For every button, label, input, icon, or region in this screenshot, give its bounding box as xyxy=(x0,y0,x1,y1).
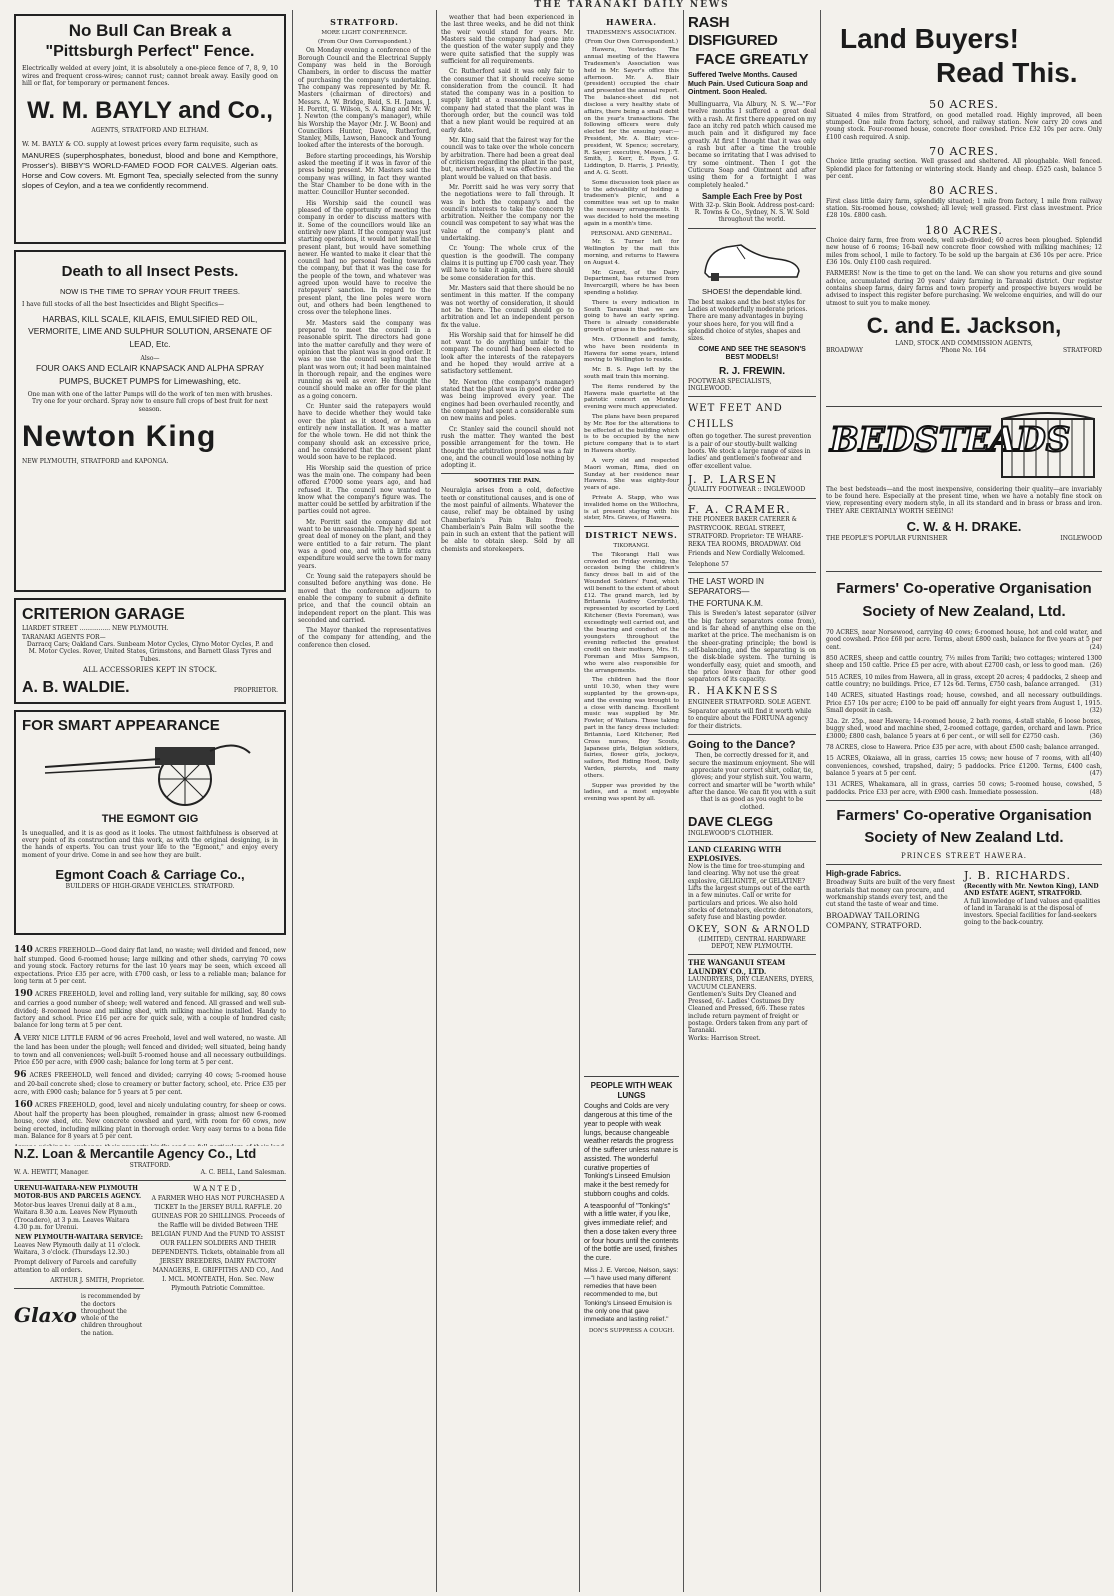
dance-body: Then, be correctly dressed for it, and secure the maximum enjoyment. She will appreciate your correct shirt, collar, tie, gloves; and your stylish suit. You warm, correct and smarter will be "worth while" after the dance. We can fit you with a suit that is as good as you ought to be clothed. xyxy=(688,752,816,811)
garage-proprietor-label: PROPRIETOR. xyxy=(233,686,278,694)
nz-loan-sales: A. C. BELL, Land Salesman. xyxy=(200,1169,286,1177)
rash-offer-sub: With 32-p. Skin Book. Address post-card: R. Towns & Co., Sydney, N. S. W. Sold throughout the world. xyxy=(689,201,815,224)
byline: (From Our Own Correspondent.) xyxy=(584,38,678,45)
bayly-agents: AGENTS, STRATFORD AND ELTHAM. xyxy=(91,127,209,135)
garage-advert xyxy=(14,598,286,704)
fence-headline: No Bull Can Break a xyxy=(68,21,232,40)
richards-sub: (Recently with Mr. Newton King), LAND AND ESTATE AGENT, STRATFORD. xyxy=(964,882,1099,898)
coop-listing: 15 ACRES, Okaiawa, all in grass, carries 15 cows; new house of 7 rooms, with all conveniences, cowshed, trapshed, dairy; 5 paddocks. Price £1200. Terms, £400 cash, balance 5 years at 5 per cent. (47) xyxy=(826,755,1102,777)
newton-king-towns: NEW PLYMOUTH, STRATFORD and KAPONGA. xyxy=(22,457,169,465)
richards-body: A full knowledge of land values and qualities of land in Taranaki is at the disposal of investors. Special facilities for land-seekers going to the back-country. xyxy=(964,897,1101,927)
separator-headline: THE LAST WORD IN SEPARATORS— xyxy=(688,577,764,597)
newton-king: Newton King xyxy=(22,420,217,454)
okey-sub: (LIMITED), CENTRAL HARDWARE DEPOT, NEW PLYMOUTH. xyxy=(698,935,806,950)
shoes-advert xyxy=(688,233,816,393)
laundry-sub: LAUNDRYERS, DRY CLEANERS, DYERS, VACUUM CLEANERS. xyxy=(688,976,814,991)
fabrics-headline: High-grade Fabrics. xyxy=(826,869,902,879)
dance-advert xyxy=(688,739,816,837)
garage-brands: Darracq Cars; Oakland Cars. Sunbeam Motor Cycles, Clyno Motor Cycles, P. and M. Motor Cycles. Rover, United States, Grimstons, and Barnett Glass Tyres and Tubes. xyxy=(26,641,274,663)
fence-description: Electrically welded at every joint, it is absolutely a one-piece fence of 7, 8, 9, 10 wires and frequent cross-wires; cannot rust; cannot break away. Easily good on hill or flat, for temporary or permanent fences. xyxy=(22,65,278,88)
column-5 xyxy=(688,14,816,1590)
clegg-name: DAVE CLEGG xyxy=(688,813,773,829)
land-buyers-advert xyxy=(826,14,1102,402)
gig-caption: THE EGMONT GIG xyxy=(101,813,199,826)
listing-item: 190 ACRES FREEHOLD, level and rolling land, very suitable for milking, say, 80 cows and carries a good number of sheep; well watered and fenced. All grassed and well sub-divided; 8-roomed house and milking shed, with milking machine installed. Handy to factory and school. Price £16 per acre for quick sale, with a couple of hundred cash; balance for long term at 5 per cent. xyxy=(14,989,286,1030)
jackson-address: BROADWAY xyxy=(826,347,863,355)
egmont-coach-company: Egmont Coach & Carriage Co., xyxy=(55,866,245,882)
column-1 xyxy=(14,14,286,1590)
broadway-tailoring: BROADWAY TAILORING COMPANY, STRATFORD. xyxy=(826,911,922,930)
clegg-footer: INGLEWOOD'S CLOTHIER. xyxy=(688,829,774,837)
separator-advert xyxy=(688,577,816,730)
hawera-body: Hawera, Yesterday. The annual meeting of the Hawera Tradesmen's Association was held in Mr. Sayer's office this afternoon. Mr. A. Blair (president) occupied the chair and presented the annual report. The balance-sheet did not disclose a very healthy state of affairs, there being a small debit on the year's transactions. The following officers were duly elected for the ensuing year:—President, Mr. A. Blair; vice-president, W. Spence; secretary, R. Sayer; executive, Messrs. J. T. Smith, J. Kerr, E. Ryan, G. Liddington, D. Harris, J. Priestly, and A. G. Scott. Some discussion took place as to the advisability of holding a tradesmen's picnic, and a committee was set up to make the necessary arrangements. It was decided to hold the meeting again in a month's time. xyxy=(584,47,679,227)
dance-headline: Going to the Dance? xyxy=(688,738,796,751)
cough-testimonial: Miss J. E. Vercoe, Nelson, says:—"I have used many different remedies that have been recommended to me, but Tonking's Linseed Emulsion is the only one that gave immediate and lasting relief." xyxy=(584,1266,679,1324)
coop-listing: 78 ACRES, close to Hawera. Price £35 per acre, with about £500 cash; balance arranged. (40) xyxy=(826,744,1102,759)
gig-headline: FOR SMART APPEARANCE xyxy=(22,717,220,734)
column-rule xyxy=(820,10,821,1592)
rash-headline-2: FACE GREATLY xyxy=(695,50,809,68)
coop-listing: 850 ACRES, sheep and cattle country, 7½ miles from Tariki; two cottages; wintered 1300 sheep and 150 cattle. Price £5 per acre, with about £2700 cash, or less to good man. (26) xyxy=(826,654,1102,670)
motor-service-advert xyxy=(14,1185,144,1337)
wanted-title: WANTED, xyxy=(193,1185,243,1194)
column-2 xyxy=(298,14,431,1590)
headline-more-light: MORE LIGHT CONFERENCE. xyxy=(321,29,408,36)
bedsteads-advert xyxy=(826,411,1102,553)
bedsteads-illustration xyxy=(826,411,1102,483)
garage-address: LIARDET STREET ................ NEW PLYMOUTH. xyxy=(22,624,169,632)
coop-headline: Farmers' Co-operative Organisation Society of New Zealand, Ltd. xyxy=(836,580,1092,620)
cough-headline: PEOPLE WITH WEAK LUNGS xyxy=(590,1080,673,1100)
land-clearing-body: Now is the time for tree-stumping and land clearing. Why not use the great explosive, GELIGNITE, or GELATINE? Lifts the largest stumps out of the earth in a few minutes. Call or write for particulars and prices. We also hold stocks of detonators, electric detonators, safety fuse and blasting powder. xyxy=(688,863,814,922)
rash-headline-1: RASH DISFIGURED xyxy=(688,14,778,50)
laundry-footer: Works: Harrison Street. xyxy=(688,1034,761,1042)
separator-body: This is Sweden's latest separator (silver the big factory separators come from), and is far ahead of anything else on the market at the price. The mechanism is on the sheer-grating principle; the bowl is self-balancing, and the separating is on the disk-blade system. The turning is wonderfully easy, quiet and smooth, and the price lower than for other good separators of its capacity. xyxy=(688,610,816,684)
section-tikorangi: TIKORANGI. xyxy=(613,542,650,549)
land-clearing-advert xyxy=(688,846,816,950)
harkness-sub: ENGINEER STRATFORD. SOLE AGENT. xyxy=(688,698,811,706)
nz-loan-listings xyxy=(14,941,286,1146)
fabrics-body: Broadway Suits are built of the very finest materials that money can procure, and workmanship stands every test, and the cut stand the taste of wear and time. xyxy=(826,879,955,909)
nz-loan-company: N.Z. Loan & Mercantile Agency Co., Ltd xyxy=(14,1146,257,1161)
headline-tradesmen: TRADESMEN'S ASSOCIATION. xyxy=(586,29,677,36)
separator-note: Separator agents will find it worth while to enquire about the FORTUNA agency for their districts. xyxy=(688,707,812,730)
land-listing: 180 ACRES. Choice dairy farm, free from weeds, well sub-divided; 60 acres been ploughed. Splendid new house of 6 rooms; 16-bail new concrete floor cowshed with milking machines; 12 miles from school, 1 mile to factory. To be sold up the bargain at £36 10s per acre. Price £36 10s. Only £100 cash required. xyxy=(826,223,1102,266)
jackson-name: C. and E. Jackson, xyxy=(866,312,1062,338)
column-6 xyxy=(826,14,1102,1590)
fence-headline-2: "Pittsburgh Perfect" Fence. xyxy=(45,42,255,60)
coop-advert xyxy=(826,578,1102,860)
nz-loan-town: STRATFORD. xyxy=(129,1161,171,1169)
soothes-pain-body: Neuralgia arises from a cold, defective teeth or constitutional causes, and is one of the most painful of ailments. Whatever the cause, relief may be obtained by using Chamberlain's Pain Balm freely. Chamberlain's Pain Balm will soothe the pain in such an extent that the patient will be able to obtain sleep. Sold by all chemists and storekeepers. xyxy=(441,487,574,553)
cough-advert xyxy=(584,1081,679,1335)
tikorangi-body: The Tikorangi Hall was crowded on Friday evening, the occasion being the children's fancy dress ball in aid of the Wounded Soldiers' Fund, which will benefit to the extent of about £12. The grand march, led by Britannia (Audrey Cornforth), represented by escorted by Lord Kitchener (Bevis Foreman), was exceedingly well carried out, and the bearing and conduct of the youngsters throughout the evening reflected the greatest credit on their mothers, Mrs. H. Foreman and Miss Sampson, who were also responsible for the arrangements. The children had the floor until 10.30, when they were supplanted by the grown-ups, and the evening was brought to a close with dancing. Excellent music was supplied by Mr. Fowler, of Waitara. Those taking part in the fancy dress included: Britannia, Lord Kitchener, Red Cross nurses, Boy Scouts, Japanese girls, Belgian soldiers, fairies, flower girls, jockeys, sailors, Red Riding Hood, Dolly Varden, pierrots, and many others. Supper was provided by the ladies, and a most enjoyable evening was spent by all. xyxy=(584,551,679,803)
cramer-phone: Telephone 57 xyxy=(688,561,729,569)
listing-item: 160 ACRES FREEHOLD, good, level and nicely undulating country, for sheep or cows. About half the property has been ploughed, remainder in grass; almost new 6-roomed house, cow shed, etc. New concrete cowshed and yard, with room for 60 cows, now being erected, including milking plant in thorough order. Very easy terms to a bona fide man. Balance for 8 years at 5 per cent. xyxy=(14,1099,286,1140)
richards-name: J. B. RICHARDS. xyxy=(964,869,1071,883)
rash-offer: Sample Each Free by Post xyxy=(701,191,803,201)
gig-illustration xyxy=(35,739,265,809)
bayly-supply: W. M. BAYLY & CO. supply at lowest prices every farm requisite, such as xyxy=(22,139,258,148)
drake-sub: THE PEOPLE'S POPULAR FURNISHER xyxy=(826,534,948,542)
glaxo-logo: Glaxo xyxy=(14,1302,77,1327)
cough-body: Coughs and Colds are very dangerous at this time of the year to people with weak lungs, because changeable weather retards the progress of the sufferer unless nature is assisted. The wonderful curative properties of Tonking's Linseed Emulsion make it the best remedy for stubborn coughs and colds. xyxy=(584,1103,679,1198)
jackson-phone: 'Phone No. 164 xyxy=(939,347,987,355)
nz-loan-manager: W. A. HEWITT, Manager. xyxy=(14,1169,89,1177)
cramer-advert xyxy=(688,503,816,569)
rash-advert xyxy=(688,14,816,224)
wanted-advert xyxy=(150,1185,286,1337)
land-listing: 70 ACRES. Choice little grazing section. Well grassed and sheltered. All ploughable. Well fenced. Splendid place for fattening or wintering stock. Handy and cheap. £525 cash, balance 5 per cent. xyxy=(826,144,1102,180)
motor-service-parcels: Prompt delivery of Parcels and carefully attention to all orders. xyxy=(14,1259,137,1274)
shoe-icon xyxy=(697,233,807,283)
insect-stock: I have full stocks of all the best Insecticides and Blight Specifics— xyxy=(22,301,224,309)
wanted-body: A FARMER WHO HAS NOT PURCHASED A TICKET In the JERSEY BULL RAFFLE. 20 GUINEAS FOR 20 SHILLINGS. Proceeds of the Raffle will be divided Between THE BELGIAN FUND And the FUND TO ASSIST OUR FALLEN SOLDIERS AND THEIR DEPENDENTS. Tickets, obtainable from all JERSEY BREEDERS, DAIRY FACTORY MANAGERS, E. GRIFFITHS AND CO., And I. MCL. MONTEATH, Hon. Sec. New Plymouth Patriotic Committee. xyxy=(151,1195,285,1293)
frewin-name: R. J. FREWIN. xyxy=(718,365,786,377)
insect-headline: Death to all Insect Pests. xyxy=(61,263,239,280)
section-hawera: HAWERA. xyxy=(605,17,658,27)
cough-footer: DON'S SUPPRESS A COUGH. xyxy=(588,1328,675,1335)
egmont-coach-sub: BUILDERS OF HIGH-GRADE VEHICLES. STRATFORD. xyxy=(65,882,235,890)
garage-proprietor: A. B. WALDIE. xyxy=(22,678,130,696)
read-this-headline: Read This. xyxy=(936,57,1078,89)
wet-feet-headline: WET FEET AND CHILLS xyxy=(688,403,783,431)
gig-advert xyxy=(14,710,286,935)
column-rule xyxy=(683,10,684,1592)
fabrics-advert xyxy=(826,869,956,929)
byline: (From Our Own Correspondent.) xyxy=(317,38,411,45)
column-rule xyxy=(292,10,293,1592)
fortuna-name: THE FORTUNA K.M. xyxy=(688,598,763,608)
shoes-caption: SHOES! the dependable kind. xyxy=(701,286,803,296)
wet-feet-advert xyxy=(688,401,816,493)
coop-headline-2: Farmers' Co-operative Organisation Society of New Zealand Ltd. xyxy=(836,806,1092,847)
section-stratford: STRATFORD. xyxy=(330,17,399,27)
listing-item: 96 ACRES FREEHOLD, well fenced and divided; carrying 40 cows; 5-roomed house and 20-bail concrete shed; close to creamery or butter factory, school, etc. Price £35 per acre, with £900 cash; balance for 5 years at 5 per cent. xyxy=(14,1070,286,1096)
bedsteads-body: The best bedsteads—and the most inexpensive, considering their quality—are invariably to be found here. Especially at the present time, when we have a notably fine stock on view, representing every modern style, in all its standard and in brass or brass and iron. THEY ARE CERTAINLY WORTH SEEING! xyxy=(826,485,1102,515)
garage-name: CRITERION GARAGE xyxy=(22,606,185,623)
insect-pumps: FOUR OAKS AND ECLAIR KNAPSACK AND ALPHA SPRAY PUMPS, BUCKET PUMPS for Limewashing, etc. xyxy=(36,362,264,386)
column-rule xyxy=(436,10,437,1592)
coop-address: PRINCES STREET HAWERA. xyxy=(901,851,1027,860)
personal-body: Mr. S. Turner left for Wellington by the mail this morning, and returns to Hawera on August 4. Mr. Grant, of the Dairy Department, has returned from Invercargill, where he has been spending a holiday. There is every indication in South Taranaki that we are going to have an early spring. There is already considerable growth of grass in the paddocks. Mrs. O'Donnell and family, who have been residents in Hawera for some years, intend moving to Wellington to reside. Mr. B. S. Page left by the south mail train this morning. The items rendered by the Hawera male quartette at the patriotic concert on Monday evening were much appreciated. The plans have been prepared by Mr. Roe for the alterations to be effected at the building which is to be occupied by the new picture company that is to start in Hawera shortly. A very old and respected Maori woman, Rima, died on Sunday at her residence near Hawera. She was eighty-four years of age. Private A. Stapp, who was invalided home on the Willochra, is at present staying with his sister, Mrs. Graves, of Hawera. xyxy=(584,239,679,522)
motor-service-title: URENUI-WAITARA-NEW PLYMOUTH MOTOR-BUS AND PARCELS AGENCY. xyxy=(14,1185,142,1200)
coop-listing: 131 ACRES, Whakamara, all in grass, carries 50 cows; 5-roomed house, cowshed, 5 paddocks. Price £33 per acre, with £900 cash. Immediate possession. (48) xyxy=(826,781,1102,796)
wet-feet-body: often go together. The surest prevention is a pair of our stoutly-built walking boots. We stock a large range of sizes in ladies' and gentlemen's footwear and offer excellent value. xyxy=(688,433,812,470)
column-4 xyxy=(584,14,679,1590)
garage-accessories: ALL ACCESSORIES KEPT IN STOCK. xyxy=(83,666,217,675)
garage-agents: TARANAKI AGENTS FOR— xyxy=(22,633,106,641)
laundry-body: Gentlemen's Suits Dry Cleaned and Pressed, 6/-. Ladies' Costumes Dry Cleaned and Pressed, 6/6. These rates include return payment of freight or postage. Orders taken from any part of Taranaki. xyxy=(688,990,808,1035)
harkness-name: R. HAKKNESS xyxy=(688,686,779,698)
laundry-headline: THE WANGANUI STEAM LAUNDRY CO., LTD. xyxy=(688,958,786,976)
shoes-cta: COME AND SEE THE SEASON'S BEST MODELS! xyxy=(698,345,806,362)
okey-name: OKEY, SON & ARNOLD xyxy=(688,924,811,935)
article-body: On Monday evening a conference of the Borough Council and the Electrical Supply Company was held in the Borough Chambers, in order to discuss the matter of purchasing the company's undertaking. The company was represented by Mr. R. Masters (chairman of directors) and Messrs. A. W. Bridge, Reid, S. H. James, J. H. Porritt, G. Wilson, S. A. King and Mr. W. J. Newton (the company's manager), while his Worship the Mayor (Mr. J. W. Boon) and Councillors Hunter, Dawe, Rutherford, Stanley, Mills, Lawson, Hancock and Young looked after the interests of the borough. Before starting proceedings, his Worship asked the meeting if it was in favor of the press being present. Mr. Masters said the company was willing, in fact they wanted the Star Chamber to be done with in the matter. Councillor Hunter seconded. His Worship said the council was pleased of the opportunity of meeting the company in order to discuss matters with it. Some of the councillors would like an entirely new plant. If the company was just starting operations, it would not install the present plant, but would have something newer. He wanted to make it clear that the council had no personal feeling towards the company, but that it was the case for the people of the town, and whatever was agreed upon would have to receive the ratepayers' sanction. In regard to the present plant, the line poles were worn out, and others had been lengthened to cross over the telephone lines. Mr. Masters said the company was prepared to meet the council in a reasonable spirit. The directors had gone into the matter carefully and they were of opinion that the plant was in good order. It was no use the council saying that the plant was worn out; it had been maintained in thorough repair, and the engines were running as well as ever. He thought the council should make an offer for the plant as a going concern. Cr. Hunter said the ratepayers would have to decide whether they would take over the plant as it stood, or have an entirely new installation. It was a matter for the whole town. He did not think the company should ask an excessive price, and he considered that the present plant would soon have to be replaced. His Worship said the question of price was the main one. The company had been offered £7000 some years ago, and had refused it. The council now wanted to know what the company's figure was. The matter could be settled by arbitration if the parties could not agree. Mr. Porritt said the company did not want to be unreasonable. They had spent a great deal of money on the plant, and they were entitled to a fair return. The plant was a good one, and with a little extra expenditure would serve the town for many years. Cr. Young said the ratepayers should be consulted before anything was done. He moved that the conference adjourn to enable the company to submit a definite price, and that the council obtain an independent report on the plant. This was seconded and carried. The Mayor thanked the representatives of the company for attending, and the conference then closed. xyxy=(298,47,431,649)
jackson-town: STRATFORD xyxy=(1062,347,1102,355)
land-listing: 80 ACRES. First class little dairy farm, splendidly situated; 1 mile from factory, 1 mile from railway station. Six-roomed house, cowshed; all level; well grassed. First class investment. Price £28 10s. £800 cash. xyxy=(826,184,1102,220)
insect-also: Also— xyxy=(140,354,160,362)
fence-advert xyxy=(14,14,286,244)
section-district-news: DISTRICT NEWS. xyxy=(585,530,678,541)
motor-service-subtimes: Leaves New Plymouth daily at 11 o'clock. Waitara, 3 o'clock. (Thursdays 12.30.) xyxy=(14,1241,141,1256)
insect-note: One man with one of the latter Pumps will do the work of ten men with brushes. Try one for your orchard. Spray now to ensure full crops of best fruit for next season. xyxy=(27,391,273,413)
motor-service-proprietor: ARTHUR J. SMITH, Proprietor. xyxy=(50,1276,144,1284)
rash-sub: Suffered Twelve Months. Caused Much Pain. Used Cuticura Soap and Ointment. Soon Healed. xyxy=(688,71,808,97)
cramer-name: F. A. CRAMER. xyxy=(688,502,792,516)
column-rule xyxy=(579,10,580,1592)
motor-service-times: Motor-bus leaves Urenui daily at 8 a.m., Waitara 8.30 a.m. Leaves New Plymouth (Trocadero), at 3 p.m. Leaves Waitara 4.30 p.m. for Urenui. xyxy=(14,1202,138,1232)
column-3 xyxy=(441,14,574,1590)
gig-description: Is unequalled, and it is as good as it looks. The utmost faithfulness is observed at every point of its construction and this work, as with the original designing, is in the hands of experts. You can trust your life to the "Egmont," and enjoy every moment of your drive. Come in and see how they are built. xyxy=(22,829,278,859)
coop-listing: 515 ACRES, 10 miles from Hawera, all in grass, except 20 acres; 4 paddocks, 2 sheep and cattle country; no buildings. Price, £7 12s 6d. Terms, £750 cash, balance arranged. (31) xyxy=(826,673,1102,688)
larsen-footer: QUALITY FOOTWEAR :: INGLEWOOD xyxy=(688,486,806,494)
rash-body: Mullinguarra, Via Albury, N. S. W.—"For twelve months I suffered a great deal with a rash. At first there appeared on my face an itchy red patch which caused me much pain and it disfigured my face greatly. At first I thought that it was only a rash but after a time the trouble became so irritating that I was advised to try some ointment. Then I got the Cuticura Soap and Ointment and after using them for a fortnight I was completely healed." xyxy=(688,101,816,189)
motor-service-subtitle: NEW PLYMOUTH-WAITARA SERVICE: xyxy=(15,1234,143,1242)
shoes-body: The best makes and the best styles for Ladies at wonderfully moderate prices. There are many advantages in buying your shoes here, for you will find a splendid choice of styles, shapes and sizes. xyxy=(688,298,808,343)
insect-advert xyxy=(14,250,286,592)
farmers-note: FARMERS! Now is the time to get on the land. We can show you returns and give sound advice, accumulated during 20 years' dairy farming in Taranaki district. Our register contains sheep farms, dairy farms and town property and prospective buyers would be advised to inspect this register before purchasing. We welcome enquiries, and will do our utmost to suit you to make money. xyxy=(826,270,1102,307)
cough-dose: A teaspoonful of "Tonking's" with a little water, if you like, gives immediate relief; and then a dose taken every three or four hours until the contents of the bottle are used, finishes the cure. xyxy=(584,1202,679,1262)
land-buyers-headline: Land Buyers! xyxy=(840,23,1019,54)
larsen-name: J. P. LARSEN xyxy=(688,473,778,487)
listing-item: 140 ACRES FREEHOLD—Good dairy flat land, no waste; well divided and fenced, new half stumped. Good 6-roomed house; large milking and other sheds, carrying 70 cows and young stock. Factory returns for the last 10 years may be seen, which exceed all expectations. Price £35 per acre, with £700 cash, or less to a reliable man; balance for long term at 5 per cent. xyxy=(14,945,286,985)
bayly-company: W. M. BAYLY and Co., xyxy=(27,96,273,124)
coop-listing: 140 ACRES, situated Hastings road; house, cowshed, and all necessary outbuildings. Price £57 10s per acre; £100 to be paid off annually for eight years from August 1, 1915. Small deposit in cash. (32) xyxy=(826,692,1102,714)
richards-advert xyxy=(964,869,1102,929)
insect-products: HARBAS, KILL SCALE, KILAFIS, EMULSIFIED RED OIL, VERMORITE, LIME AND SULPHUR SOLUTION, ARSENATE OF LEAD, Etc. xyxy=(28,313,272,349)
jackson-sub: LAND, STOCK AND COMMISSION AGENTS, xyxy=(895,339,1033,347)
coop-listing: 32a. 2r. 25p., near Hawera; 14-roomed house, 2 bath rooms, 4-stall stable, 6 loose boxes, buggy shed, wood and machine shed, 2-roomed cottage, garden, orchard and lawn. Price £3000; £800 cash, balance 5 years at 6 per cent., or will sell for £2750 cash. (36) xyxy=(826,718,1102,740)
masthead: THE TARANAKI DAILY NEWS xyxy=(534,0,730,10)
glaxo-text: is recommended by the doctors throughout the whole of the children throughout the nation. xyxy=(80,1293,143,1337)
laundry-advert xyxy=(688,959,816,1042)
bayly-products: MANURES (superphosphates, bonedust, blood and bone and Kempthore, Prosser's). BIBBY'S WORLD-FAMED FOOD FOR CALVES. Algerian oats. Horse and Cow covers. Mt. Egmont Tea, specially selected from the sunny slopes of Ceylon, and a tea we confidently recommend. xyxy=(22,151,278,190)
land-clearing-headline: LAND CLEARING WITH EXPLOSIVES. xyxy=(688,845,782,863)
bedsteads-title: BEDSTEADS xyxy=(830,420,1071,460)
drake-name: C. W. & H. DRAKE. xyxy=(906,518,1022,534)
insect-sub: NOW IS THE TIME TO SPRAY YOUR FRUIT TREES. xyxy=(59,287,241,297)
listing-item: A VERY NICE LITTLE FARM of 96 acres Freehold, level and well watered, no waste. All the land has been under the plough; well fenced and divided; well situated, being handy to town and all conveniences; well-built 5-roomed house and all necessary outbuildings. Price £50 per acre, with £900 cash; balance for long term at 5 per cent. xyxy=(14,1033,286,1067)
soothes-pain-headline: SOOTHES THE PAIN. xyxy=(474,478,541,485)
frewin-footer: FOOTWEAR SPECIALISTS, INGLEWOOD. xyxy=(688,377,772,393)
article-body-continued: weather that had been experienced in the last three weeks, and he did not think the weir would stand for years. Mr. Masters said the company had gone into the question of the water supply and they were quite satisfied that the supply was sufficient for all requirements. Cr. Rutherford said it was only fair to the consumer that it should receive some consideration from the council. It had stated the company was in a position to supply light at a reasonable cost. The company had stated that the plant was in thorough order, but the council was told that a new plant would be required at an early date. Mr. King said that the fairest way for the council was to take over the whole concern by arbitration. There had been a great deal of criticism regarding the plant in the past, but, nevertheless, it was effective and the plant would be valued on that basis. Mr. Porritt said he was very sorry that the negotiations were to fall through. It was in both the company's and the council's interests to take the concern by arbitration. Neither the company nor the council was competent to say what was the value of the company's plant and undertaking. Cr. Young: The whole crux of the question is the goodwill. The company claims it is putting up £700 cash year. They will have to take it again, and there should be some consideration for this. Mr. Masters said that there should be no sentiment in this matter. If the company was not worthy of consideration, it should not be there. The council should go to arbitration and let an independent person fix the value. His Worship said that for himself he did not want to do anything unfair to the company. The council had been elected to look after the interests of the ratepayers and he hoped they would arrive at a satisfactory settlement. Mr. Newton (the company's manager) stated that the plant was in good order and was being improved every year. The engines had been overhauled recently, and the company had spent a considerable sum on new mains and poles. Cr. Stanley said the council should not rush the matter. They wanted the best possible arrangement for the town. He thought the arbitration proposal was a fair one, and the council would lose nothing by adopting it. xyxy=(441,14,574,470)
section-personal: PERSONAL AND GENERAL. xyxy=(590,230,673,237)
cramer-body: THE PIONEER BAKER CATERER & PASTRYCOOK. REGAL STREET, STRATFORD. Proprietor: TE WHARE-REKA TEA ROOMS, BROADWAY. Old Friends and New Cordially Welcomed. xyxy=(688,516,805,557)
land-listing: 50 ACRES. Situated 4 miles from Stratford, on good metalled road. Highly improved, all been stumped. One mile from factory, school, and railway station. Now carry 20 cows and young stock. Four-roomed house, concrete floor cowshed. Price £32 10s per acre. Only £100 cash required. A snip. xyxy=(826,98,1102,141)
drake-town: INGLEWOOD xyxy=(1060,534,1102,542)
coop-listing: 70 ACRES, near Norsewood, carrying 40 cows; 6-roomed house, hot and cold water, and good cowshed. Price £68 per acre. Terms, about £800 cash, balance for five years at 5 per cent. (24) xyxy=(826,629,1102,651)
